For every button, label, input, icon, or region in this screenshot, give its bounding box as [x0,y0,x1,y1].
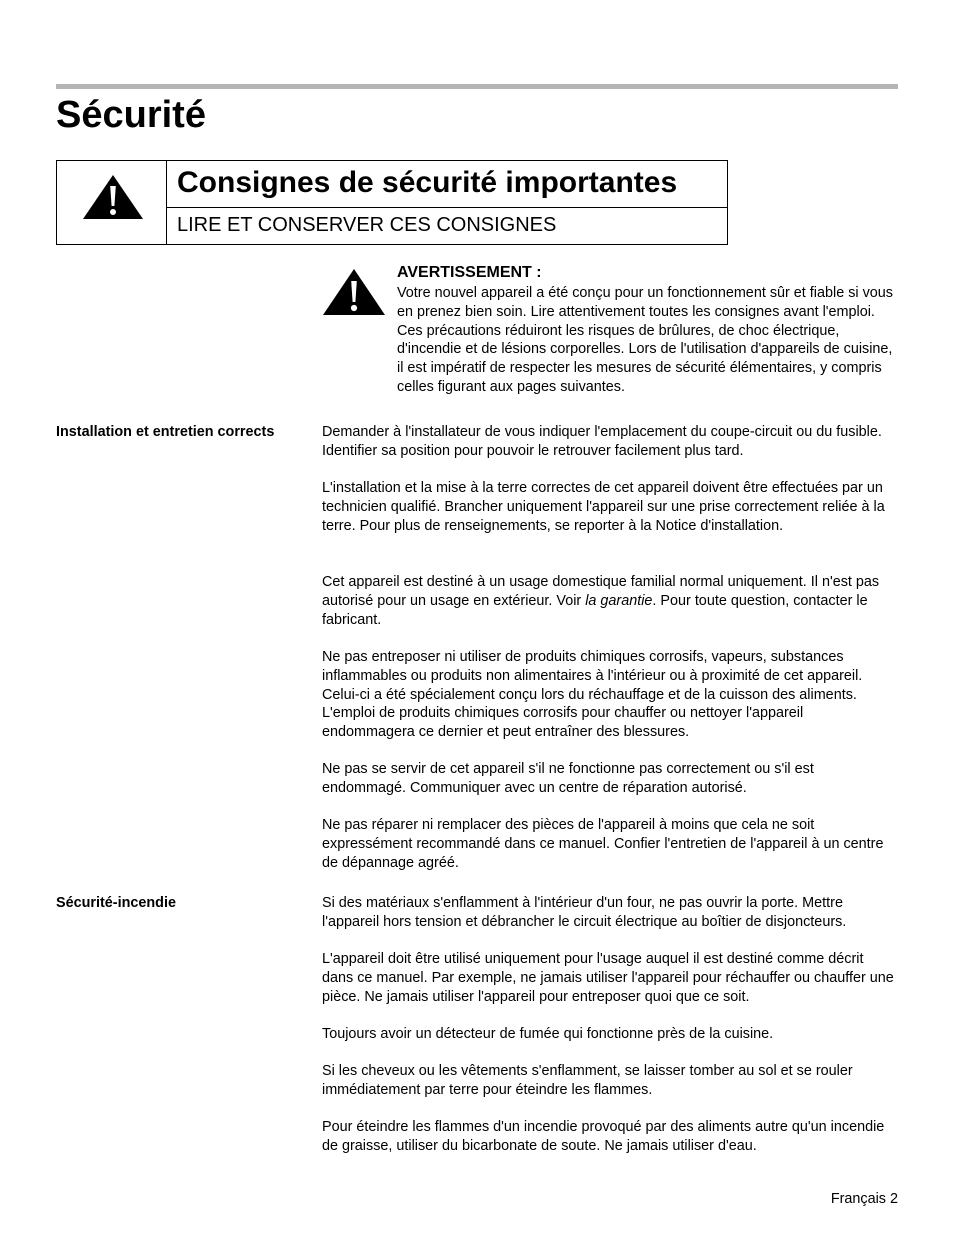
section-label-installation: Installation et entretien corrects [56,424,275,440]
installation-paragraph-4: Ne pas entreposer ni utiliser de produits chimiques corrosifs, vapeurs, substances inflammables ou produits non alimentaires à l'intérieur ou à proximité de cet appareil. Celui-ci a été spécialement conçu lors du réchauffage et de la cuisson des aliments. L'emploi de produits chimiques corrosifs pour chauffer ou nettoyer l'appareil endommagera ce dernier et peut entraîner des blessures. [322,649,863,741]
installation-paragraph-1: Demander à l'installateur de vous indiquer l'emplacement du coupe-circuit ou du fusible. Identifier sa position pour pouvoir le retrouver facilement plus tard. [322,424,882,459]
safety-heading: Consignes de sécurité importantes [177,166,678,199]
page-footer: Français 2 [830,1191,898,1207]
installation-paragraph-3-end: . Pour toute question, contacter le fabricant. [322,592,868,628]
section-label-fire: Sécurité-incendie [56,895,176,911]
installation-paragraph-2: L'installation et la mise à la terre correctes de cet appareil doivent être effectuées par un technicien qualifié. Brancher uniquement l'appareil sur une prise correctement reliée à la terre. Pour plus de renseignements, se reporter à la Notice d'installation. [322,480,885,534]
installation-paragraph-3-start: Cet appareil est destiné à un usage domestique familial normal uniquement. Il n'est pas autorisé pour un usage en extérieur. Voir [322,574,880,609]
installation-paragraph-6: Ne pas réparer ni remplacer des pièces de l'appareil à moins que cela ne soit expressément recommandé dans ce manuel. Confier l'entretien de l'appareil à un centre de dépannage agréé. [322,817,884,871]
box-divider [167,207,727,208]
warning-triangle-icon [322,268,386,316]
warranty-reference: la garantie [585,592,653,609]
important-safety-box [56,160,728,245]
box-icon-cell [57,161,167,244]
installation-paragraph-5: Ne pas se servir de cet appareil s'il ne fonctionne pas correctement ou s'il est endommagé. Communiquer avec un centre de réparation autorisé. [322,761,814,796]
safety-subheading: LIRE ET CONSERVER CES CONSIGNES [177,214,557,236]
fire-paragraph-2: L'appareil doit être utilisé uniquement pour l'usage auquel il est destiné comme décrit dans ce manuel. Par exemple, ne jamais utiliser l'appareil pour réchauffer ou chauffer une pièce. Ne jamais utiliser l'appareil pour entreposer quoi que ce soit. [322,951,894,1005]
fire-paragraph-3: Toujours avoir un détecteur de fumée qui fonctionne près de la cuisine. [322,1026,774,1042]
warning-text: Votre nouvel appareil a été conçu pour un fonctionnement sûr et fiable si vous en prenez bien soin. Lire attentivement toutes les consignes avant l'emploi. Ces précautions réduiront les risques de brûlures, de choc électrique, d'incendie et de lésions corporelles. Lors de l'utilisation d'appareils de cuisine, il est impératif de respecter les mesures de sécurité élémentaires, y compris celles figurant aux pages suivantes. [397,285,893,395]
page-title: Sécurité [56,94,206,136]
fire-paragraph-4: Si les cheveux ou les vêtements s'enflamment, se laisser tomber au sol et se rouler immédiatement par terre pour éteindre les flammes. [322,1063,853,1098]
fire-paragraph-5: Pour éteindre les flammes d'un incendie provoqué par des aliments autre qu'un incendie de graisse, utiliser du bicarbonate de soute. Ne jamais utiliser d'eau. [322,1119,885,1154]
top-rule [56,84,898,89]
installation-paragraph-3 [322,573,898,629]
warning-title: AVERTISSEMENT : [397,264,542,281]
warning-triangle-icon [82,174,144,220]
fire-paragraph-1: Si des matériaux s'enflamment à l'intérieur d'un four, ne pas ouvrir la porte. Mettre l'appareil hors tension et débrancher le circuit électrique au boîtier de disjoncteurs. [322,895,847,930]
